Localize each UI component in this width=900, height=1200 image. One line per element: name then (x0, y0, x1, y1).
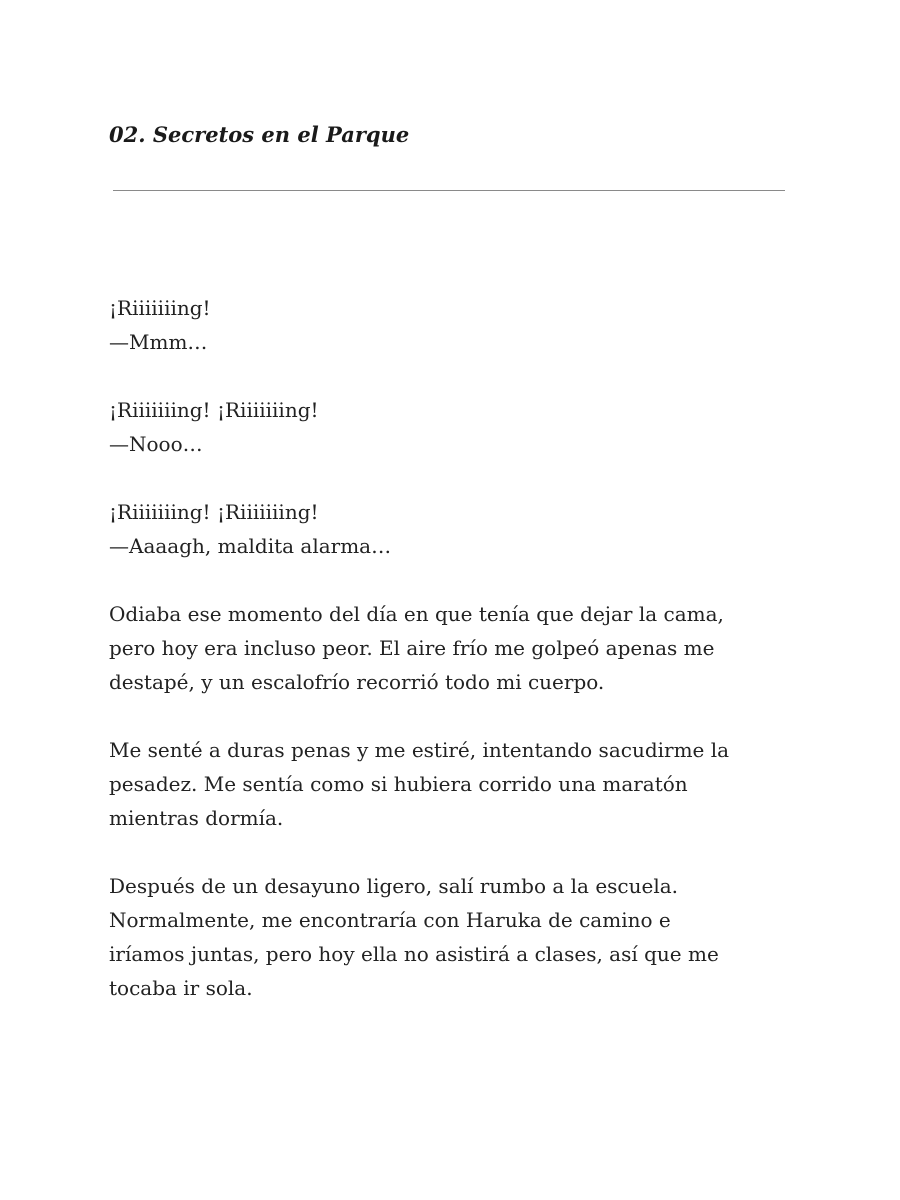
paragraph (109, 393, 809, 461)
text-line: Después de un desayuno ligero, salí rumbo a la escuela. (109, 874, 679, 898)
paragraph (109, 597, 809, 699)
text-line: ¡Riiiiiiing! ¡Riiiiiiing! (109, 500, 319, 524)
text-line: iríamos juntas, pero hoy ella no asistirá a clases, así que me (109, 942, 719, 966)
text-line: Me senté a duras penas y me estiré, intentando sacudirme la (109, 738, 730, 762)
paragraph (109, 495, 809, 563)
text-line: Odiaba ese momento del día en que tenía que dejar la cama, (109, 602, 724, 626)
text-line: ¡Riiiiiiing! (109, 296, 211, 320)
text-line: Normalmente, me encontraría con Haruka de camino e (109, 908, 671, 932)
title-divider (113, 190, 785, 191)
text-line: pero hoy era incluso peor. El aire frío me golpeó apenas me (109, 636, 715, 660)
text-line: tocaba ir sola. (109, 976, 253, 1000)
text-line: —Mmm… (109, 330, 208, 354)
text-line: ¡Riiiiiiing! ¡Riiiiiiing! (109, 398, 319, 422)
text-line: destapé, y un escalofrío recorrió todo mi cuerpo. (109, 670, 605, 694)
paragraph (109, 869, 809, 1005)
text-line: mientras dormía. (109, 806, 284, 830)
text-line: —Aaaagh, maldita alarma… (109, 534, 392, 558)
paragraph (109, 733, 809, 835)
text-line: —Nooo… (109, 432, 203, 456)
text-line: pesadez. Me sentía como si hubiera corrido una maratón (109, 772, 688, 796)
chapter-title: 02. Secretos en el Parque (109, 122, 410, 147)
paragraph (109, 291, 809, 359)
chapter-body (109, 291, 809, 1039)
